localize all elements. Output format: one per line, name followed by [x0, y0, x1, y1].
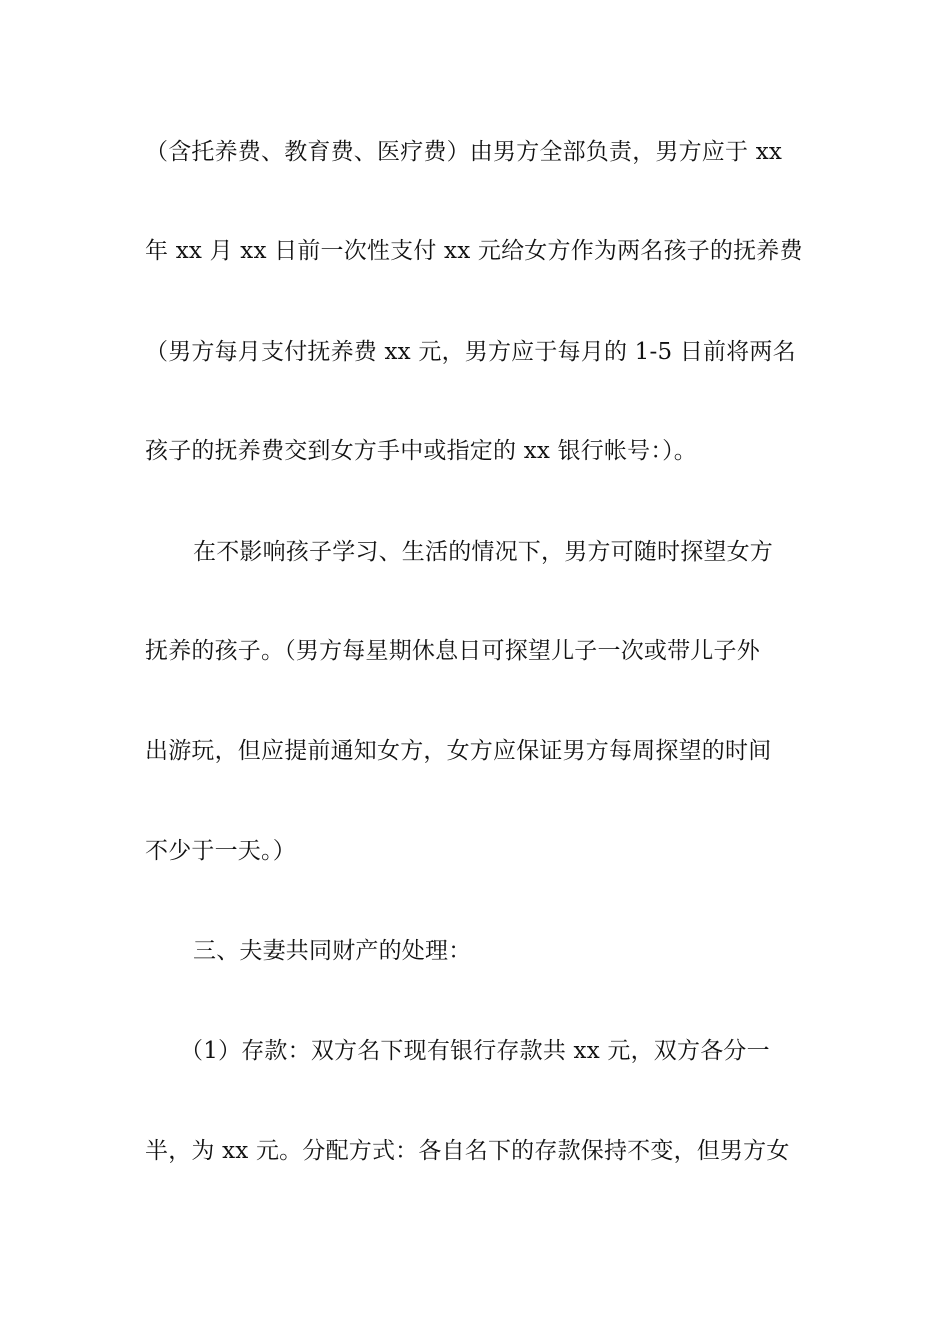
text-line: 出游玩，但应提前通知女方，女方应保证男方每周探望的时间 — [145, 738, 772, 764]
text-line: 年 xx 月 xx 日前一次性支付 xx 元给女方作为两名孩子的抚养费 — [145, 238, 803, 264]
text-line: 不少于一天。） — [145, 838, 296, 864]
text-line: 半，为 xx 元。分配方式：各自名下的存款保持不变，但男方女 — [145, 1138, 790, 1164]
paragraph-first-line: （1）存款：双方名下现有银行存款共 xx 元，双方各分一 — [180, 1038, 770, 1064]
text-line: 孩子的抚养费交到女方手中或指定的 xx 银行帐号：）。 — [145, 438, 697, 464]
section-heading: 三、夫妻共同财产的处理： — [193, 938, 472, 964]
text-line: （男方每月支付抚养费 xx 元，男方应于每月的 1-5 日前将两名 — [145, 339, 796, 365]
paragraph-first-line: 在不影响孩子学习、生活的情况下，男方可随时探望女方 — [193, 539, 773, 565]
text-line: 抚养的孩子。（男方每星期休息日可探望儿子一次或带儿子外 — [145, 638, 760, 664]
text-line: （含托养费、教育费、医疗费）由男方全部负责，男方应于 xx — [145, 139, 783, 165]
